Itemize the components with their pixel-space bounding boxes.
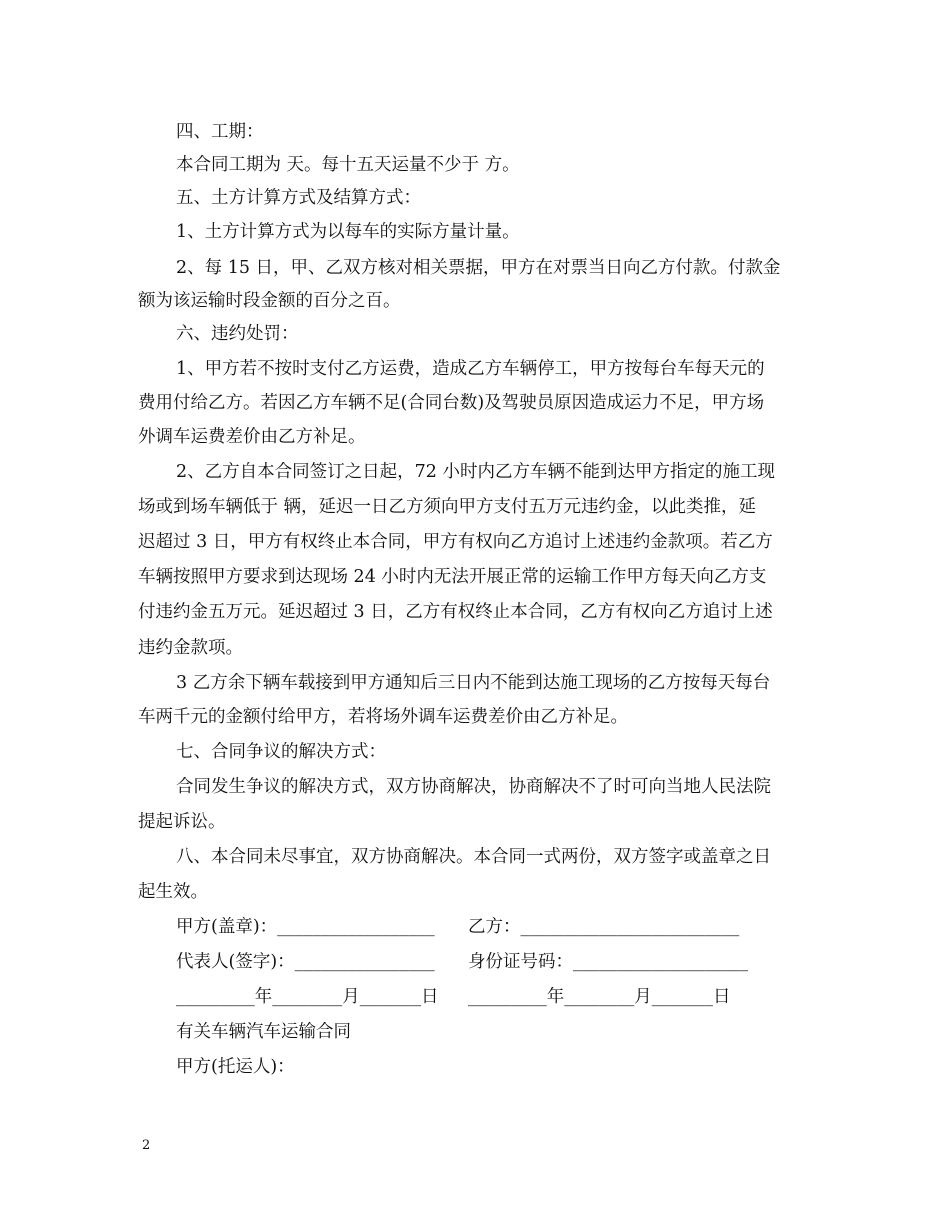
paragraph-line: 付违约金五万元。延迟超过 3 日，乙方有权终止本合同，乙方有权向乙方追讨上述 (138, 602, 773, 622)
paragraph-line: 迟超过 3 日，甲方有权终止本合同，甲方有权向乙方追讨上述违约金款项。若乙方 (138, 532, 773, 552)
paragraph-line: 车辆按照甲方要求到达现场 24 小时内无法开展正常的运输工作甲方每天向乙方支 (138, 567, 767, 587)
paragraph-line: 额为该运输时段金额的百分之百。 (138, 291, 401, 311)
next-contract-title: 有关车辆汽车运输合同 (176, 1022, 351, 1042)
paragraph-line: 2、每 15 日，甲、乙双方核对相关票据，甲方在对票当日向乙方付款。付款金 (176, 258, 781, 278)
page-number: 2 (142, 1138, 151, 1153)
paragraph-line: 外调车运费差价由乙方补足。 (138, 427, 366, 447)
paragraph-line: 1、甲方若不按时支付乙方运费，造成乙方车辆停工，甲方按每台车每天元的 (176, 359, 765, 379)
representative-signature-field: 代表人(签字)：________________ (176, 952, 435, 972)
section-4-heading: 四、工期： (176, 122, 264, 142)
paragraph-line: 1、土方计算方式为以每车的实际方量计量。 (176, 222, 520, 242)
id-number-field: 身份证号码：____________________ (468, 952, 748, 972)
paragraph-line: 2、乙方自本合同签订之日起，72 小时内乙方车辆不能到达甲方指定的施工现 (176, 462, 775, 482)
section-7-heading: 七、合同争议的解决方式： (176, 742, 386, 762)
section-8-heading: 八、本合同未尽事宜，双方协商解决。本合同一式两份，双方签字或盖章之日 (176, 847, 771, 867)
party-b-field: 乙方：_________________________ (468, 917, 740, 937)
paragraph-line: 违约金款项。 (138, 638, 243, 658)
paragraph-line: 提起诉讼。 (138, 812, 226, 832)
date-field-a: _________年________月_______日 (176, 987, 439, 1007)
section-5-heading: 五、土方计算方式及结算方式： (176, 188, 421, 208)
date-field-b: _________年________月_______日 (468, 987, 731, 1007)
paragraph-line: 起生效。 (138, 882, 208, 902)
paragraph-line: 车两千元的金额付给甲方，若将场外调车运费差价由乙方补足。 (138, 707, 628, 727)
paragraph-line: 费用付给乙方。若因乙方车辆不足(合同台数)及驾驶员原因造成运力不足，甲方场 (138, 393, 765, 413)
next-contract-party-a: 甲方(托运人)： (176, 1057, 295, 1077)
section-6-heading: 六、违约处罚： (176, 324, 299, 344)
party-a-seal-field: 甲方(盖章)：__________________ (176, 917, 435, 937)
paragraph-line: 本合同工期为 天。每十五天运量不少于 方。 (176, 155, 520, 175)
paragraph-line: 合同发生争议的解决方式，双方协商解决，协商解决不了时可向当地人民法院 (176, 777, 771, 797)
paragraph-line: 3 乙方余下辆车载接到甲方通知后三日内不能到达施工现场的乙方按每天每台 (176, 673, 771, 693)
paragraph-line: 场或到场车辆低于 辆，延迟一日乙方须向甲方支付五万元违约金，以此类推，延 (138, 497, 757, 517)
